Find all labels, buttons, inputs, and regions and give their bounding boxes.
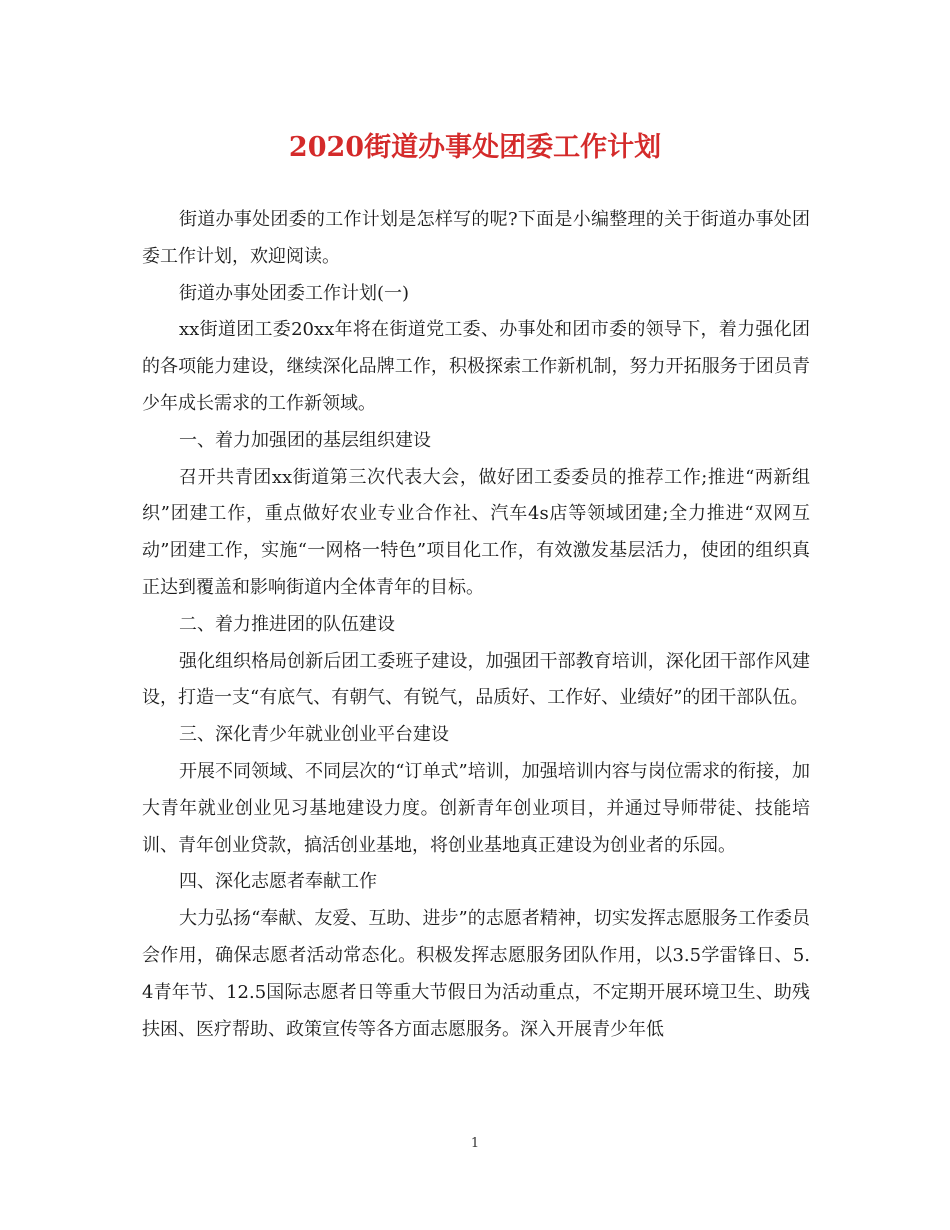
section-heading-2: 二、着力推进团的队伍建设 bbox=[179, 613, 395, 635]
paragraph-section-3: 开展不同领域、不同层次的“订单式”培训，加强培训内容与岗位需求的衔接，加大青年就业创业见习基地建设力度。创新青年创业项目，并通过导师带徒、技能培训、青年创业贷款，搞活创业基地，将创业基地真正建设为创业者的乐园。 bbox=[142, 760, 810, 856]
section-heading-4: 四、深化志愿者奉献工作 bbox=[179, 871, 377, 893]
paragraph-section-2: 强化组织格局创新后团工委班子建设，加强团干部教育培训，深化团干部作风建设，打造一支“有底气、有朝气、有锐气，品质好、工作好、业绩好”的团干部队伍。 bbox=[142, 650, 810, 709]
paragraph-intro: 街道办事处团委的工作计划是怎样写的呢?下面是小编整理的关于街道办事处团委工作计划，欢迎阅读。 bbox=[142, 209, 810, 267]
paragraph-section-4: 大力弘扬“奉献、友爱、互助、进步”的志愿者精神，切实发挥志愿服务工作委员会作用，确保志愿者活动常态化。积极发挥志愿服务团队作用，以3.5学雷锋日、5.4青年节、12.5国际志愿者日等重大节假日为活动重点，不定期开展环境卫生、助残扶困、医疗帮助、政策宣传等各方面志愿服务。深入开展青少年低 bbox=[142, 908, 810, 1040]
document-title: 2020街道办事处团委工作计划 bbox=[288, 132, 662, 163]
paragraph-section-1: 召开共青团xx街道第三次代表大会，做好团工委委员的推荐工作;推进“两新组织”团建工作，重点做好农业专业合作社、汽车4s店等领域团建;全力推进“双网互动”团建工作，实施“一网格一特色”项目化工作，有效激发基层活力，使团的组织真正达到覆盖和影响街道内全体青年的目标。 bbox=[142, 466, 810, 598]
section-heading-3: 三、深化青少年就业创业平台建设 bbox=[179, 724, 449, 746]
document-body bbox=[142, 202, 810, 1048]
section-heading-1: 一、着力加强团的基层组织建设 bbox=[179, 429, 431, 451]
paragraph-overview: xx街道团工委20xx年将在街道党工委、办事处和团市委的领导下，着力强化团的各项能力建设，继续深化品牌工作，积极探索工作新机制，努力开拓服务于团员青少年成长需求的工作新领域。 bbox=[142, 319, 810, 414]
page-number: 1 bbox=[470, 1136, 480, 1151]
section-heading-plan-one: 街道办事处团委工作计划(一) bbox=[179, 282, 410, 304]
